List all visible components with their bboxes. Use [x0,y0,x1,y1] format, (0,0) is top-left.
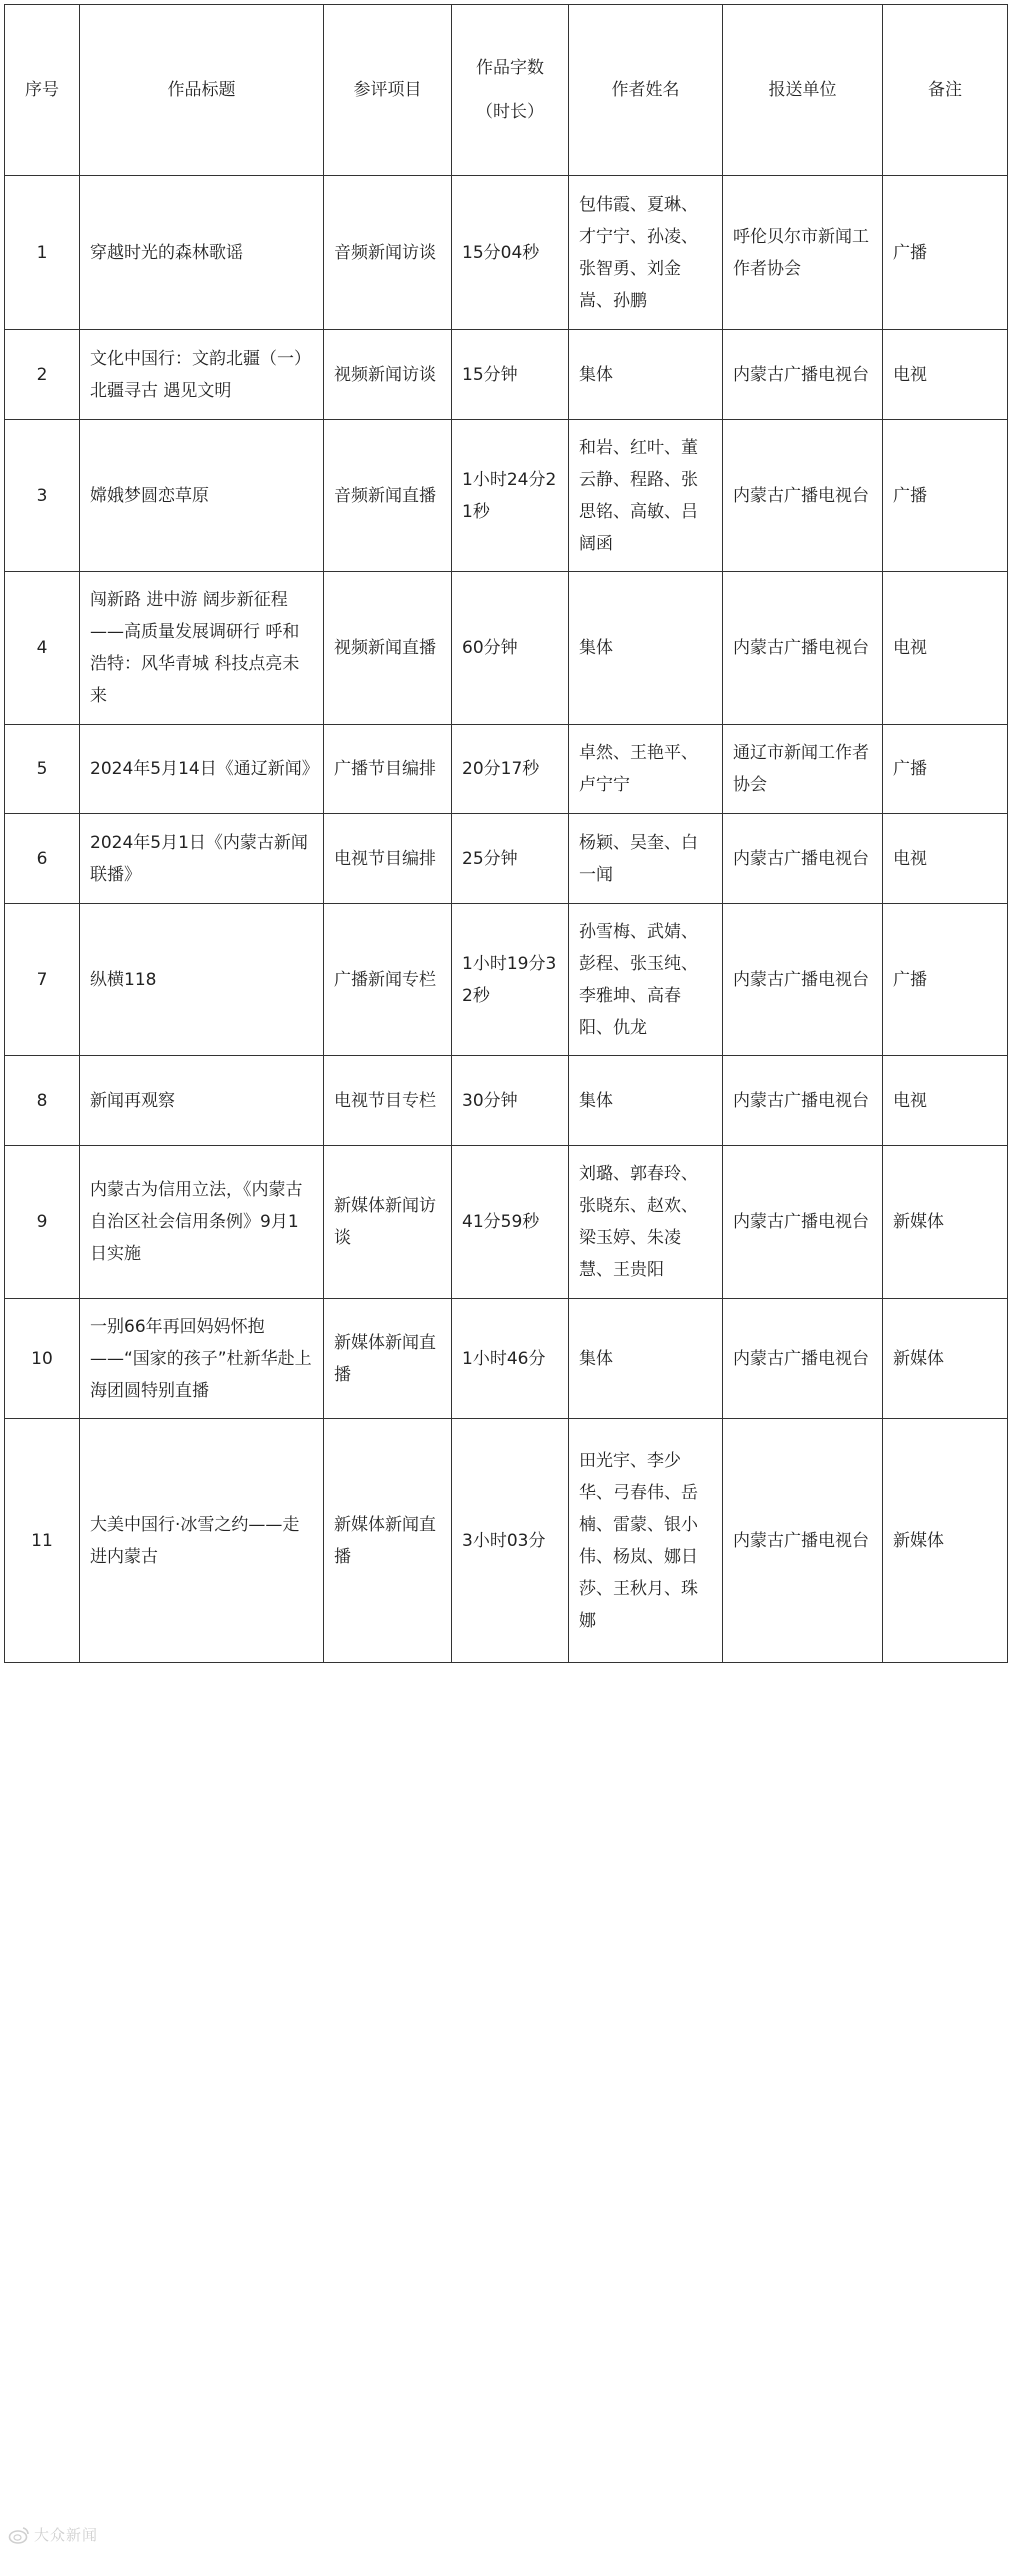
cell-title: 一别66年再回妈妈怀抱——“国家的孩子”杜新华赴上海团圆特别直播 [80,1299,324,1419]
cell-length: 20分17秒 [452,725,569,814]
cell-length: 41分59秒 [452,1146,569,1299]
awards-table [4,4,1008,1663]
cell-title: 新闻再观察 [80,1056,324,1146]
cell-authors: 杨颖、吴奎、白一闻 [569,814,723,904]
cell-length: 1小时24分21秒 [452,420,569,572]
cell-authors: 和岩、红叶、董云静、程路、张思铭、高敏、吕阔函 [569,420,723,572]
cell-no: 9 [5,1146,80,1299]
cell-authors: 集体 [569,1056,723,1146]
cell-length: 15分钟 [452,330,569,420]
cell-category: 音频新闻访谈 [324,176,452,330]
cell-title: 闯新路 进中游 阔步新征程——高质量发展调研行 呼和浩特：风华青城 科技点亮未来 [80,572,324,725]
cell-length: 60分钟 [452,572,569,725]
header-unit: 报送单位 [723,5,883,176]
cell-category: 视频新闻访谈 [324,330,452,420]
cell-unit: 内蒙古广播电视台 [723,572,883,725]
weibo-logo-icon [8,2526,30,2544]
header-no: 序号 [5,5,80,176]
cell-title: 文化中国行：文韵北疆（一）北疆寻古 遇见文明 [80,330,324,420]
cell-note: 新媒体 [883,1146,1008,1299]
cell-length: 15分04秒 [452,176,569,330]
table-row [5,420,1008,572]
header-authors: 作者姓名 [569,5,723,176]
cell-title: 嫦娥梦圆恋草原 [80,420,324,572]
header-length-line1: 作品字数 [476,58,544,78]
cell-authors: 卓然、王艳平、卢宁宁 [569,725,723,814]
cell-category: 新媒体新闻访谈 [324,1146,452,1299]
table-row [5,814,1008,904]
cell-length: 30分钟 [452,1056,569,1146]
table-row [5,1299,1008,1419]
table-row [5,1056,1008,1146]
cell-title: 2024年5月1日《内蒙古新闻联播》 [80,814,324,904]
cell-title: 纵横118 [80,904,324,1056]
cell-note: 电视 [883,330,1008,420]
table-row [5,1419,1008,1663]
cell-category: 广播节目编排 [324,725,452,814]
cell-unit: 内蒙古广播电视台 [723,330,883,420]
cell-authors: 包伟霞、夏琳、才宁宁、孙凌、张智勇、刘金嵩、孙鹏 [569,176,723,330]
table-body [5,176,1008,1663]
cell-unit: 内蒙古广播电视台 [723,904,883,1056]
cell-unit: 内蒙古广播电视台 [723,420,883,572]
table-row [5,330,1008,420]
cell-no: 4 [5,572,80,725]
cell-title: 穿越时光的森林歌谣 [80,176,324,330]
header-length-line2: （时长） [476,102,544,122]
cell-note: 广播 [883,904,1008,1056]
cell-unit: 内蒙古广播电视台 [723,1146,883,1299]
cell-no: 10 [5,1299,80,1419]
header-title: 作品标题 [80,5,324,176]
cell-no: 5 [5,725,80,814]
table-row [5,572,1008,725]
cell-title: 2024年5月14日《通辽新闻》 [80,725,324,814]
cell-unit: 通辽市新闻工作者协会 [723,725,883,814]
cell-note: 广播 [883,420,1008,572]
cell-category: 电视节目专栏 [324,1056,452,1146]
cell-note: 新媒体 [883,1299,1008,1419]
watermark [8,2524,98,2545]
cell-no: 2 [5,330,80,420]
cell-title: 大美中国行·冰雪之约——走进内蒙古 [80,1419,324,1663]
cell-unit: 内蒙古广播电视台 [723,814,883,904]
cell-unit: 内蒙古广播电视台 [723,1299,883,1419]
cell-category: 新媒体新闻直播 [324,1419,452,1663]
cell-length: 25分钟 [452,814,569,904]
cell-unit: 内蒙古广播电视台 [723,1056,883,1146]
cell-length: 1小时19分32秒 [452,904,569,1056]
table-row [5,904,1008,1056]
cell-category: 电视节目编排 [324,814,452,904]
cell-category: 广播新闻专栏 [324,904,452,1056]
cell-authors: 集体 [569,330,723,420]
cell-category: 音频新闻直播 [324,420,452,572]
table-row [5,725,1008,814]
cell-category: 新媒体新闻直播 [324,1299,452,1419]
cell-no: 11 [5,1419,80,1663]
cell-authors: 集体 [569,1299,723,1419]
cell-no: 7 [5,904,80,1056]
cell-length: 1小时46分 [452,1299,569,1419]
cell-note: 电视 [883,572,1008,725]
cell-no: 3 [5,420,80,572]
cell-authors: 刘璐、郭春玲、张晓东、赵欢、梁玉婷、朱凌慧、王贵阳 [569,1146,723,1299]
cell-note: 新媒体 [883,1419,1008,1663]
header-note: 备注 [883,5,1008,176]
cell-unit: 呼伦贝尔市新闻工作者协会 [723,176,883,330]
header-row [5,5,1008,176]
cell-note: 广播 [883,725,1008,814]
header-category: 参评项目 [324,5,452,176]
header-length [452,5,569,176]
cell-unit: 内蒙古广播电视台 [723,1419,883,1663]
cell-length: 3小时03分 [452,1419,569,1663]
cell-title: 内蒙古为信用立法，《内蒙古自治区社会信用条例》9月1日实施 [80,1146,324,1299]
cell-authors: 集体 [569,572,723,725]
cell-note: 电视 [883,1056,1008,1146]
table-row [5,176,1008,330]
cell-note: 电视 [883,814,1008,904]
cell-authors: 孙雪梅、武婧、彭程、张玉纯、李雅坤、高春阳、仇龙 [569,904,723,1056]
table-row [5,1146,1008,1299]
cell-category: 视频新闻直播 [324,572,452,725]
cell-no: 6 [5,814,80,904]
cell-no: 8 [5,1056,80,1146]
watermark-text: 大众新闻 [34,2526,99,2544]
cell-no: 1 [5,176,80,330]
cell-authors: 田光宇、李少华、弓春伟、岳楠、雷蒙、银小伟、杨岚、娜日莎、王秋月、珠娜 [569,1419,723,1663]
cell-note: 广播 [883,176,1008,330]
